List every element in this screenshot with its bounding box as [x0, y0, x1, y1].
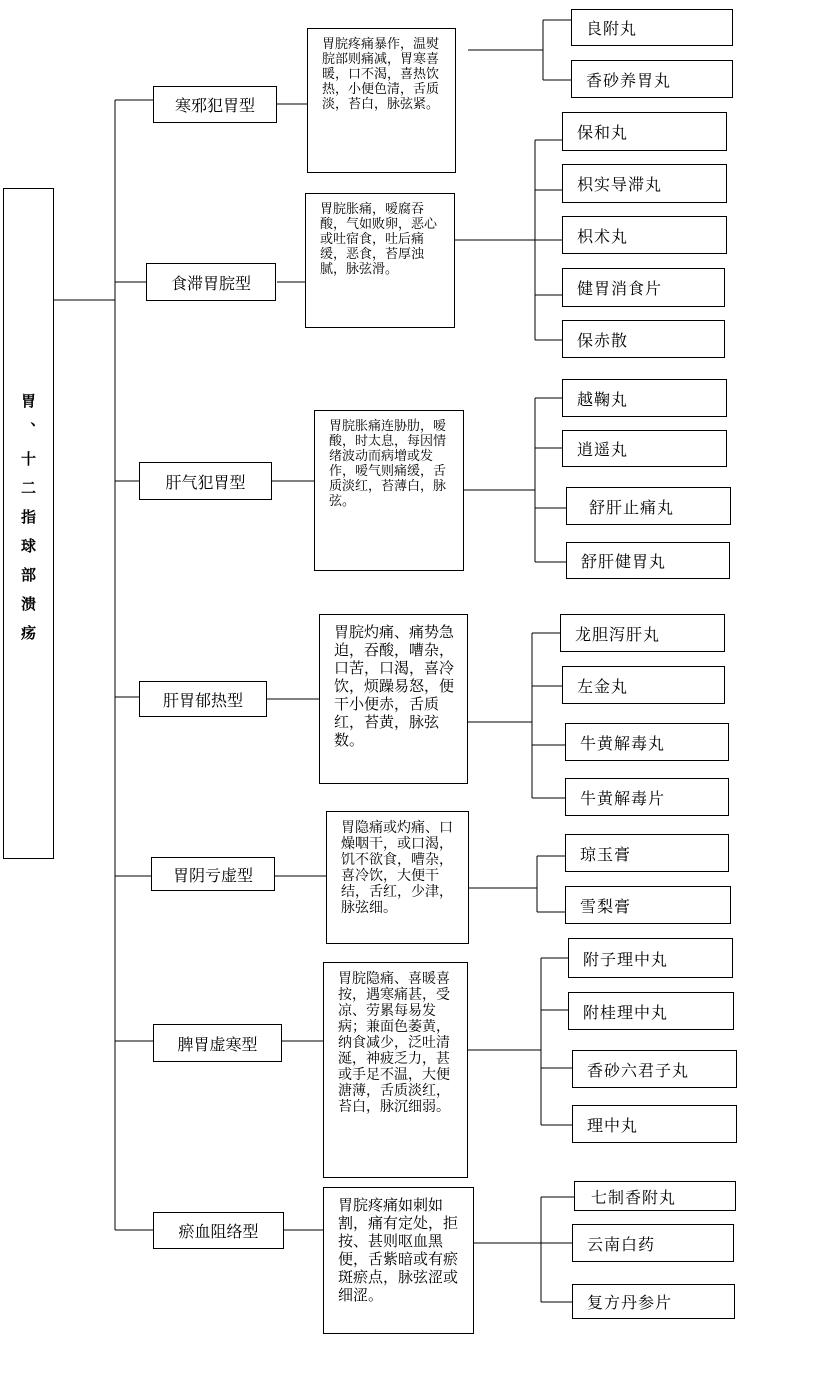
- medicine-box: 附子理中丸: [568, 938, 733, 978]
- pattern-node: 肝胃郁热型: [139, 681, 267, 717]
- symptom-box: 胃脘疼痛如刺如割，痛有定处，拒按、甚则呕血黑便，舌紫暗或有瘀斑瘀点，脉弦涩或细涩。: [323, 1187, 474, 1334]
- medicine-box: 香砂养胃丸: [571, 60, 733, 98]
- medicine-box: 附桂理中丸: [568, 992, 734, 1030]
- medicine-box: 七制香附丸: [574, 1181, 736, 1211]
- symptom-box: 胃隐痛或灼痛、口燥咽干，或口渴，饥不欲食，嘈杂，喜冷饮，大便干结，舌红，少津，脉弦细。: [326, 811, 469, 944]
- symptom-box: 胃脘胀痛，嗳腐吞酸，气如败卵，恶心或吐宿食，吐后痛缓，恶食，苔厚浊腻，脉弦滑。: [305, 193, 455, 328]
- symptom-box: 胃脘疼痛暴作，温熨脘部则痛减，胃寒喜暖，口不渴，喜热饮热，小便色清，舌质淡，苔白，脉弦紧。: [307, 28, 456, 173]
- medicine-box: 逍遥丸: [562, 430, 727, 467]
- pattern-node: 肝气犯胃型: [139, 462, 272, 500]
- pattern-node: 食滞胃脘型: [146, 263, 276, 301]
- medicine-box: 牛黄解毒片: [565, 778, 729, 816]
- medicine-box: 龙胆泻肝丸: [560, 614, 725, 652]
- medicine-box: 舒肝止痛丸: [566, 487, 731, 525]
- symptom-box: 胃脘灼痛、痛势急迫，吞酸，嘈杂，口苦，口渴，喜冷饮，烦躁易怒，便干小便赤，舌质红，苔黄，脉弦数。: [319, 614, 468, 784]
- pattern-node: 瘀血阻络型: [153, 1212, 284, 1249]
- medicine-box: 左金丸: [562, 666, 725, 704]
- medicine-box: 保赤散: [562, 320, 725, 358]
- medicine-box: 枳实导滞丸: [562, 164, 727, 203]
- pattern-node: 胃阴亏虚型: [151, 857, 275, 891]
- medicine-box: 复方丹参片: [572, 1284, 735, 1319]
- pattern-node: 寒邪犯胃型: [153, 86, 277, 123]
- medicine-box: 健胃消食片: [562, 268, 725, 307]
- medicine-box: 琼玉膏: [565, 834, 729, 872]
- pattern-node: 脾胃虚寒型: [153, 1024, 282, 1062]
- root-node: [3, 188, 54, 859]
- medicine-box: 保和丸: [562, 112, 727, 151]
- symptom-box: 胃脘胀痛连胁肋，嗳酸，时太息，每因情绪波动而病增或发作，嗳气则痛缓，舌质淡红，苔薄白，脉弦。: [314, 410, 464, 571]
- medicine-box: 云南白药: [572, 1224, 734, 1262]
- medicine-box: 舒肝健胃丸: [566, 542, 730, 579]
- medicine-box: 香砂六君子丸: [572, 1050, 737, 1088]
- medicine-box: 良附丸: [571, 9, 733, 46]
- medicine-box: 雪梨膏: [565, 886, 731, 924]
- medicine-box: 理中丸: [572, 1105, 737, 1143]
- symptom-box: 胃脘隐痛、喜暖喜按，遇寒痛甚，受凉、劳累每易发病；兼面色萎黄，纳食减少，泛吐清涎，神疲乏力，甚或手足不温，大便溏薄，舌质淡红，苔白，脉沉细弱。: [323, 962, 468, 1178]
- root-title: 胃、十二指球部溃疡: [19, 393, 37, 654]
- medicine-box: 牛黄解毒丸: [565, 723, 729, 761]
- medicine-box: 枳术丸: [562, 216, 727, 254]
- medicine-box: 越鞠丸: [562, 379, 727, 417]
